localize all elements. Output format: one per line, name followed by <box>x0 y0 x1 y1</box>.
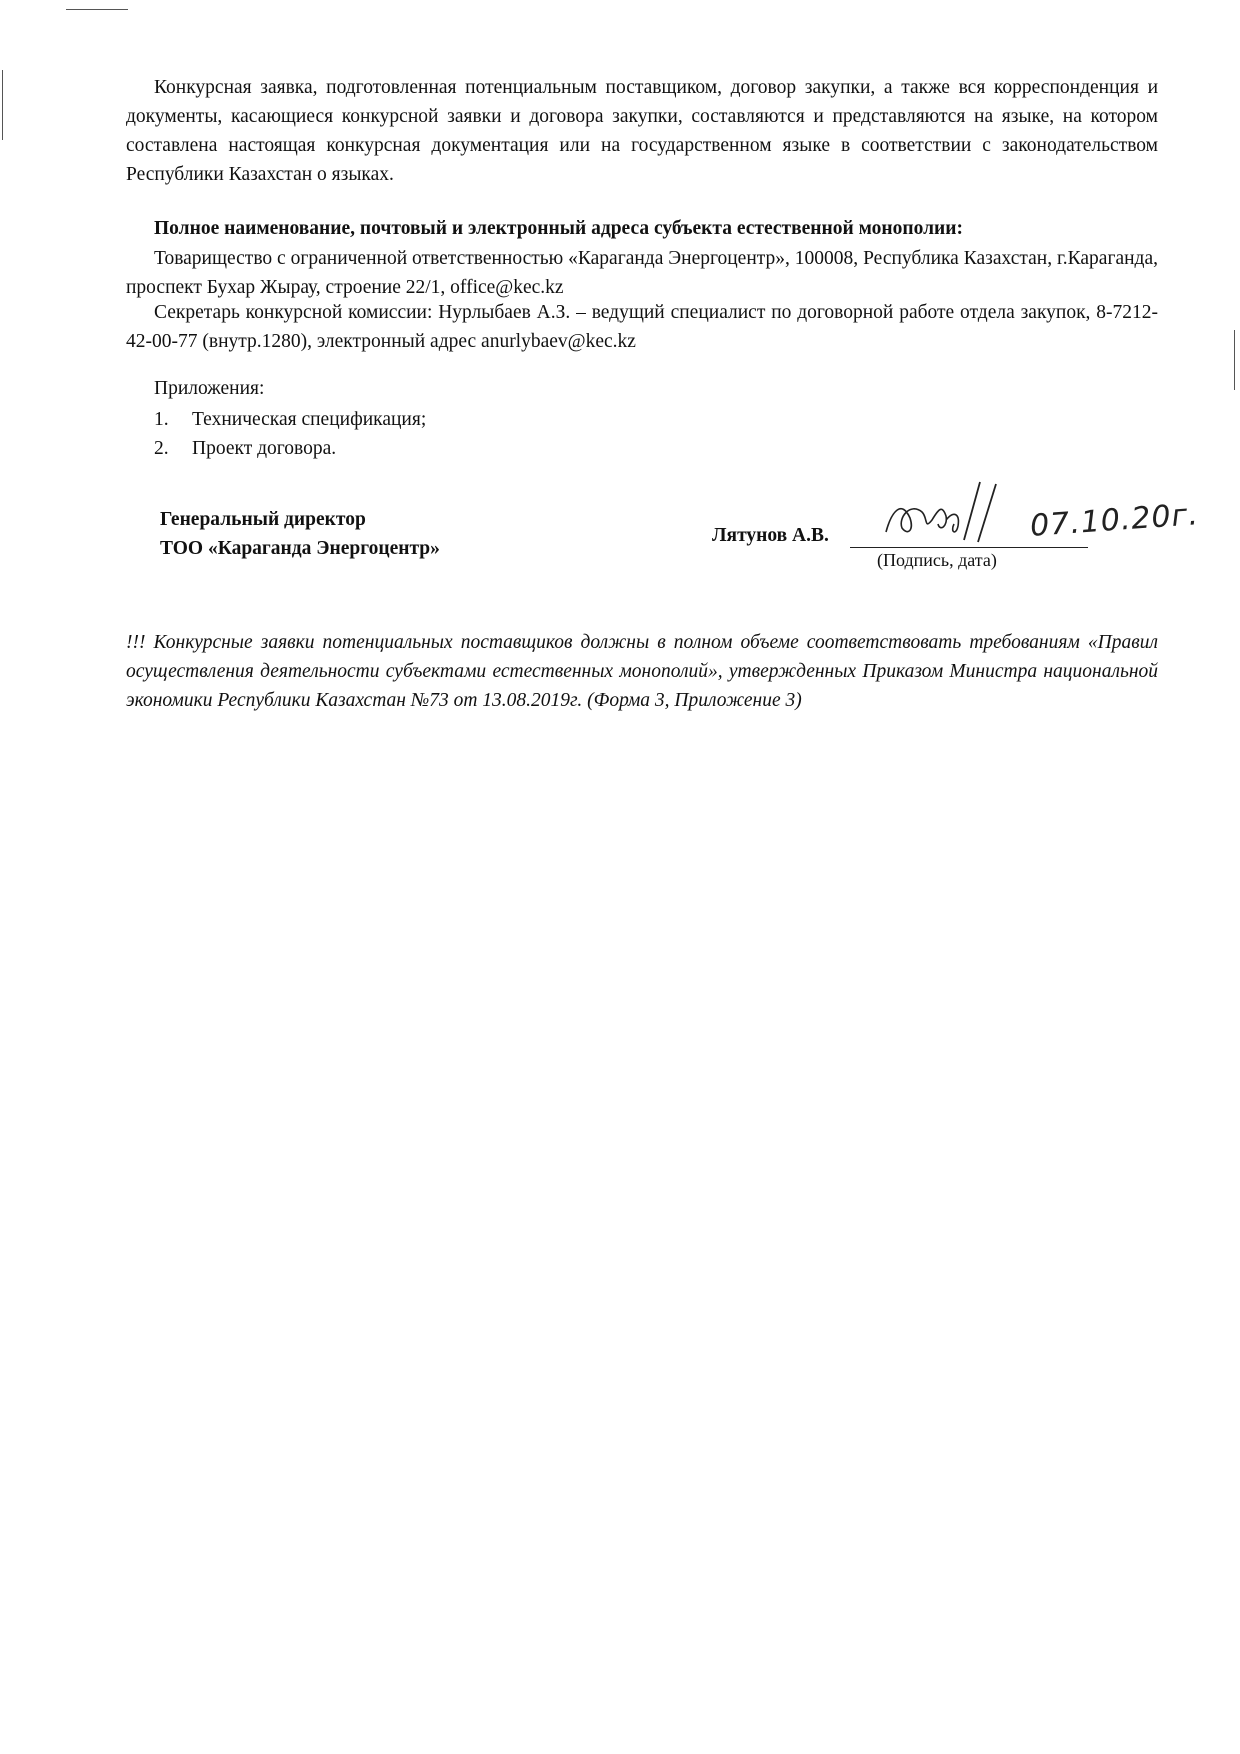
attachment-label: Проект договора. <box>192 438 337 459</box>
attachment-item <box>154 434 426 463</box>
signature-line <box>850 547 1088 548</box>
scan-mark-right <box>1234 330 1235 390</box>
position-title: Генеральный директор <box>160 509 366 530</box>
company-name: ТОО «Караганда Энергоцентр» <box>160 538 440 559</box>
attachments-list <box>154 405 426 463</box>
handwritten-signature <box>880 470 1010 550</box>
signer-name: Лятунов А.В. <box>712 525 829 546</box>
attachment-number: 2. <box>154 438 169 459</box>
address-heading: Полное наименование, почтовый и электронный адреса субъекта естественной монополии: <box>154 218 963 239</box>
requirements-note: !!! Конкурсные заявки потенциальных поставщиков должны в полном объеме соответствовать требованиям «Правил осуществления деятельности субъектами естественных монополий», утвержденных Приказом Министра национальной экономики Республики Казахстан №73 от 13.08.2019г. (Форма 3, Приложение 3) <box>126 632 1158 711</box>
signature-caption: (Подпись, дата) <box>877 550 997 570</box>
signatory-position <box>160 505 440 563</box>
paragraph-language: Конкурсная заявка, подготовленная потенциальным поставщиком, договор закупки, а также вся корреспонденция и документы, касающиеся конкурсной заявки и договора закупки, составляются и представляются на языке, на котором составлена настоящая конкурсная документация или на государственном языке в соответствии с законодательством Республики Казахстан о языках. <box>126 77 1158 185</box>
attachment-label: Техническая спецификация; <box>192 409 427 430</box>
attachment-number: 1. <box>154 409 169 430</box>
attachment-item <box>154 405 426 434</box>
attachments-title: Приложения: <box>154 378 265 399</box>
scan-mark-top <box>66 9 128 10</box>
handwritten-date: 07.10.20г. <box>1028 497 1200 544</box>
scan-mark-left <box>2 70 3 140</box>
secretary-text: Секретарь конкурсной комиссии: Нурлыбаев А.З. – ведущий специалист по договорной работе отдела закупок, 8-7212-42-00-77 (внутр.1280), электронный адрес anurlybaev@kec.kz <box>126 302 1158 352</box>
address-text: Товарищество с ограниченной ответственностью «Караганда Энергоцентр», 100008, Республика Казахстан, г.Караганда, проспект Бухар Жырау, строение 22/1, office@kec.kz <box>126 248 1158 298</box>
